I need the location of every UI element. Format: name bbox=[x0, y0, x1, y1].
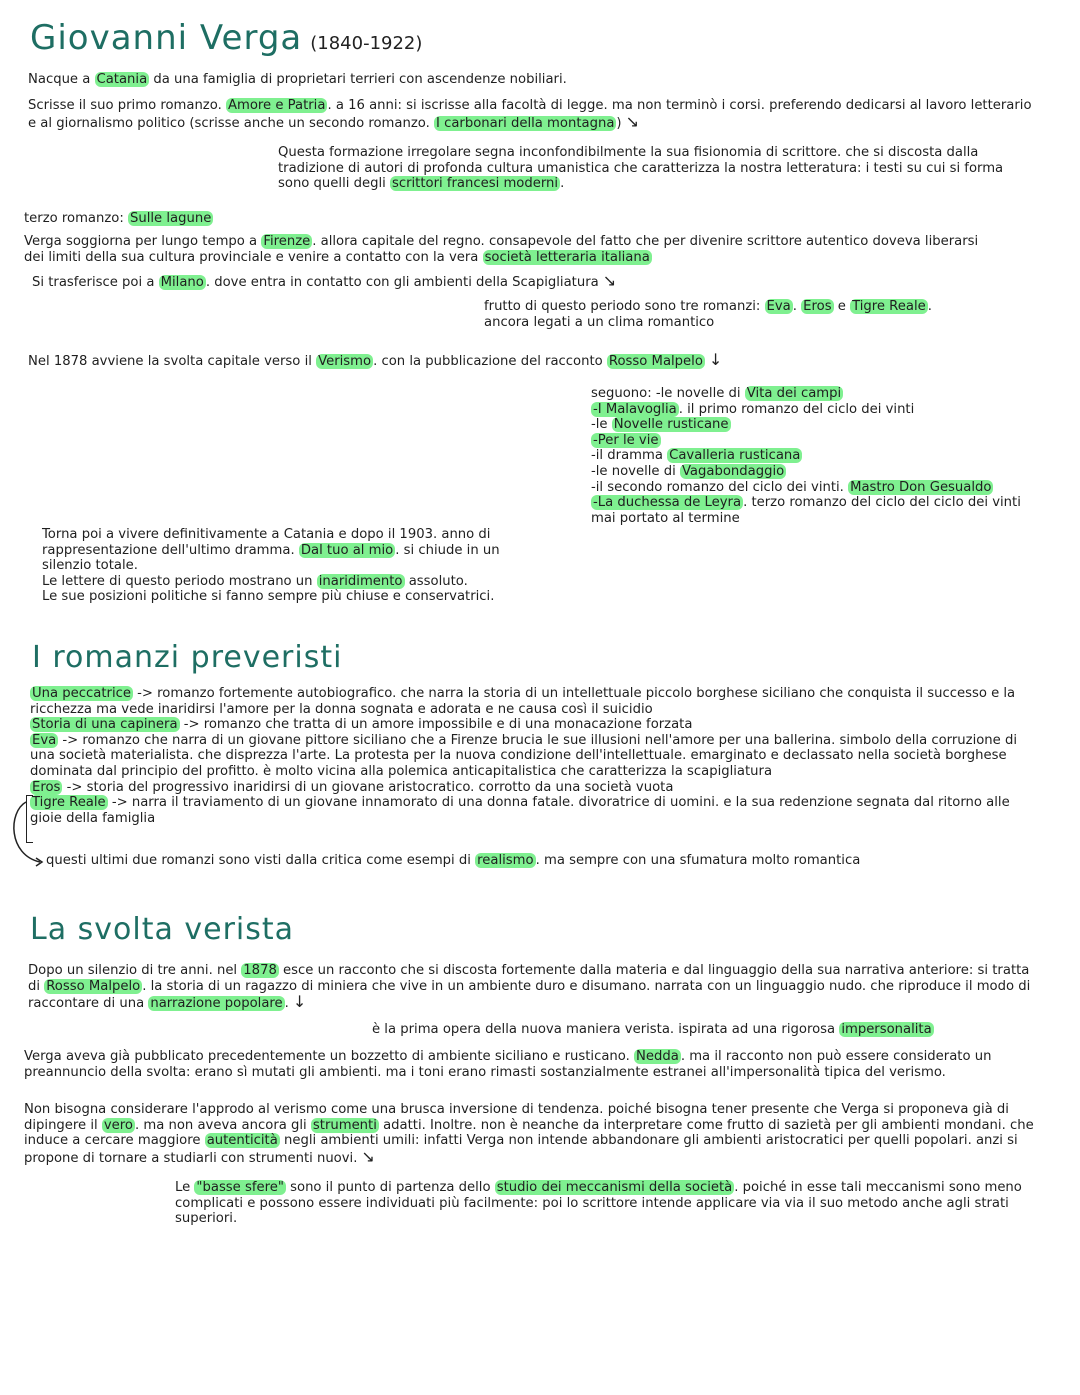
text: . il primo romanzo del ciclo dei vinti bbox=[678, 401, 915, 417]
arrow-icon: ↓ bbox=[708, 350, 723, 369]
text: . a 16 anni: si iscrisse alla facoltà di legge. ma non terminò i corsi. preferendo dedicarsi al lavoro letterario e al giornalismo politico (scrisse anche un secondo romanzo. bbox=[28, 98, 1032, 131]
novel-title: Una peccatrice bbox=[32, 686, 131, 701]
text: . si chiude in un silenzio totale. bbox=[42, 542, 500, 574]
works-list-item bbox=[591, 417, 1046, 433]
highlight: strumenti bbox=[312, 1117, 377, 1133]
text: negli ambienti umili: infatti Verga non intende abbandonare gli ambienti aristocratici per quelli popolari. anzi si propone di tornare a studiarli con strumenti nuovi. bbox=[24, 1133, 1018, 1166]
novel-item bbox=[30, 795, 1030, 826]
highlight: -I Malavoglia bbox=[593, 401, 677, 417]
curve-arrow-icon bbox=[6, 800, 46, 870]
title-svolta-verista: La svolta verista bbox=[30, 912, 295, 947]
text: Le lettere di questo periodo mostrano un bbox=[42, 573, 317, 589]
works-list-item bbox=[591, 480, 1046, 496]
text: -il dramma bbox=[591, 448, 668, 464]
novel-description: -> romanzo che narra di un giovane pittore siciliano che a Firenze brucia le sue illusioni nell'amore per una ballerina. simbolo della corruzione di una società materialista. che disprezza l'arte. La protesta per la nuova condizione dell'intellettuale. emarginato e declassato nella società borghese dominata dal principio del profitto. è molto vicina alla polemica anticapitalistica che caratterizza la scapigliatura bbox=[30, 732, 1017, 779]
text: Questa formazione irregolare segna inconfondibilmente la sua fisionomia di scrittore. che si discosta dalla tradizione di autori di profonda cultura umanistica che caratterizza la nostra letteratura: i testi su cui si forma sono quelli degli bbox=[278, 145, 1004, 192]
novel-title: Tigre Reale bbox=[32, 795, 106, 811]
text: e bbox=[833, 299, 851, 314]
paragraph-approdo-verismo bbox=[24, 1102, 1064, 1166]
text: questi ultimi due romanzi sono visti dalla critica come esempi di bbox=[46, 853, 476, 868]
works-list-item bbox=[591, 433, 1046, 449]
text: sono il punto di partenza dello bbox=[285, 1180, 495, 1195]
highlight: Verismo bbox=[318, 354, 372, 369]
highlight: Mastro Don Gesualdo bbox=[850, 479, 992, 495]
paragraph-milano bbox=[32, 273, 732, 291]
text: frutto di questo periodo sono tre romanzi: bbox=[484, 299, 765, 314]
paragraph-first-novel bbox=[28, 98, 1038, 131]
novel-description: -> romanzo che tratta di un amore impossibile e di una monacazione forzata bbox=[179, 717, 693, 733]
highlight: Nedda bbox=[636, 1049, 679, 1064]
highlight: Vita dei campi bbox=[746, 386, 842, 401]
title-text: Giovanni Verga bbox=[30, 18, 303, 58]
arrow-icon: ↓ bbox=[292, 992, 307, 1012]
text: Le sue posizioni politiche si fanno sempre più chiuse e conservatrici. bbox=[42, 589, 495, 605]
works-list-item bbox=[591, 448, 1046, 464]
text: esce un racconto che si discosta fortemente dalla materia e dal linguaggio della sua narrativa anteriore: si tratta di bbox=[28, 963, 1030, 994]
text: . con la pubblicazione del racconto bbox=[373, 354, 607, 369]
highlight: vero bbox=[103, 1117, 133, 1133]
novel-description: -> narra il traviamento di un giovane innamorato di una donna fatale. divoratrice di uomini. e la sua redenzione segnata dal ritorno alle gioie della famiglia bbox=[30, 795, 1010, 826]
highlight: 1878 bbox=[243, 963, 277, 978]
paragraph-three-novels: frutto di questo periodo sono tre romanzi: Eva . Eros e Tigre Reale . ancora legati a un clima romantico bbox=[484, 299, 932, 330]
text: . poiché in esse tali meccanismi sono meno complicati e possono essere individuati più facilmente: poi lo scrittore intende applicare via via il suo metodo anche agli strati superiori. bbox=[175, 1180, 1022, 1227]
text: assoluto. bbox=[404, 573, 468, 589]
text: Torna poi a vivere definitivamente a Catania e dopo il 1903. anno di rappresentazione dell'ultimo dramma. bbox=[42, 527, 491, 558]
highlight: scrittori francesi moderni bbox=[391, 176, 559, 192]
text: Le bbox=[175, 1180, 195, 1195]
paragraph-basse-sfere bbox=[175, 1180, 1035, 1227]
novel-description: -> storia del progressivo inaridirsi di un giovane aristocratico. corrotto da una società vuota bbox=[62, 779, 674, 795]
text: Nacque a bbox=[28, 72, 95, 87]
text: . ma sempre con una sfumatura molto romantica bbox=[535, 853, 861, 868]
text: adatti. Inoltre. non è neanche da interpretare come frutto di sazietà per gli ambienti mondani. che induce a cercare maggiore bbox=[24, 1117, 1034, 1149]
title-romanzi-preveristi: I romanzi preveristi bbox=[32, 640, 343, 675]
paragraph-formation bbox=[278, 145, 1030, 192]
text: -le bbox=[591, 417, 612, 433]
highlight: studio dei meccanismi della società bbox=[496, 1180, 733, 1195]
novels-list bbox=[30, 686, 1030, 826]
text: -le novelle di bbox=[591, 463, 680, 479]
highlight: società letteraria italiana bbox=[484, 249, 650, 265]
highlight: autenticità bbox=[206, 1133, 278, 1149]
text: ancora legati a un clima romantico bbox=[484, 314, 715, 330]
highlight: Eros bbox=[803, 299, 832, 314]
highlight: -Per le vie bbox=[593, 432, 659, 448]
works-list-item bbox=[591, 386, 1046, 402]
works-list-item bbox=[591, 402, 1046, 418]
paragraph-third-novel bbox=[24, 211, 424, 227]
novel-title: Storia di una capinera bbox=[32, 717, 178, 733]
text: da una famiglia di proprietari terrieri con ascendenze nobiliari. bbox=[149, 72, 567, 87]
paragraph-firenze bbox=[24, 234, 984, 265]
paragraph-realismo bbox=[46, 853, 1046, 869]
text: . dove entra in contatto con gli ambienti della Scapigliatura bbox=[205, 275, 599, 290]
highlight: impersonalita bbox=[841, 1022, 932, 1037]
arrow-icon: ↘ bbox=[625, 111, 639, 131]
text: Dopo un silenzio di tre anni. nel bbox=[28, 963, 242, 978]
text: seguono: -le novelle di bbox=[591, 386, 745, 401]
text: . terzo romanzo del ciclo del ciclo dei vinti mai portato al termine bbox=[591, 495, 1021, 526]
highlight: Novelle rusticane bbox=[613, 417, 729, 433]
paragraph-nedda bbox=[24, 1049, 1014, 1080]
text: . allora capitale del regno. consapevole del fatto che per divenire scrittore autentico doveva liberarsi dei limiti della sua cultura provinciale e venire a contatto con la vera bbox=[24, 234, 979, 265]
arrow-icon: ↘ bbox=[361, 1146, 375, 1166]
title-giovanni-verga bbox=[30, 18, 422, 58]
text: . ma il racconto non può essere considerato un preannuncio della svolta: erano sì mutati gli ambienti. ma i toni erano rimasti sostanzialmente estranei all'impersonalità tipica del verismo. bbox=[24, 1049, 992, 1080]
highlight: realismo bbox=[477, 853, 534, 868]
works-list bbox=[591, 386, 1046, 526]
arrow-icon: ↘ bbox=[602, 271, 617, 290]
paragraph-silence bbox=[42, 527, 547, 605]
text: . bbox=[284, 996, 289, 1012]
highlight: inaridimento bbox=[318, 573, 403, 589]
novel-item bbox=[30, 717, 1030, 733]
highlight: I carbonari della montagna bbox=[435, 115, 615, 131]
text: Verga aveva già pubblicato precedentemente un bozzetto di ambiente siciliano e rusticano. bbox=[24, 1049, 635, 1064]
highlight: Rosso Malpelo bbox=[46, 978, 141, 994]
text: è la prima opera della nuova maniera verista. ispirata ad una rigorosa bbox=[372, 1022, 840, 1037]
highlight: Milano bbox=[160, 275, 204, 290]
highlight: Cavalleria rusticana bbox=[669, 448, 801, 464]
highlight: Catania bbox=[96, 72, 148, 87]
highlight: Rosso Malpelo bbox=[608, 354, 703, 369]
text: Verga soggiorna per lungo tempo a bbox=[24, 234, 262, 249]
novel-description: -> romanzo fortemente autobiografico. che narra la storia di un intellettuale piccolo borghese siciliano che conquista il successo e la ricchezza ma vede inaridirsi l'amore per la donna sognata e adorata e ne causa così il suicidio bbox=[30, 686, 1016, 717]
novel-item bbox=[30, 686, 1030, 717]
paragraph-birth bbox=[28, 72, 1048, 88]
highlight: narrazione popolare bbox=[150, 996, 283, 1012]
highlight: "basse sfere" bbox=[196, 1180, 284, 1195]
highlight: Eva bbox=[766, 299, 791, 314]
paragraph-impersonalita bbox=[372, 1022, 1052, 1038]
text: . bbox=[560, 176, 565, 192]
novel-title: Eros bbox=[32, 779, 61, 795]
text: -il secondo romanzo del ciclo dei vinti. bbox=[591, 479, 849, 495]
highlight: -La duchessa de Leyra bbox=[593, 495, 742, 511]
text: Non bisogna considerare l'approdo al verismo come una brusca inversione di tendenza. poiché bisogna tener presente che Verga si proponeva già di dipingere il bbox=[24, 1102, 1009, 1133]
highlight: Amore e Patria bbox=[227, 98, 326, 113]
text: Nel 1878 avviene la svolta capitale verso il bbox=[28, 354, 317, 369]
text: terzo romanzo: bbox=[24, 211, 128, 226]
paragraph-rosso-malpelo bbox=[28, 963, 1038, 1012]
text: . la storia di un ragazzo di miniera che vive in un ambiente duro e disumano. narrata con un linguaggio nudo. che riproduce il modo di raccontare di una bbox=[28, 978, 1031, 1012]
highlight: Dal tuo al mio bbox=[300, 542, 394, 558]
text: Scrisse il suo primo romanzo. bbox=[28, 98, 226, 113]
works-list-item bbox=[591, 495, 1046, 526]
novel-title: Eva bbox=[32, 732, 57, 748]
highlight: Firenze bbox=[263, 234, 311, 249]
text: ) bbox=[616, 115, 622, 131]
years: (1840-1922) bbox=[310, 33, 423, 54]
highlight: Tigre Reale bbox=[852, 299, 926, 314]
novel-item bbox=[30, 780, 1030, 796]
works-list-item bbox=[591, 464, 1046, 480]
text: . ma non aveva ancora gli bbox=[135, 1117, 311, 1133]
paragraph-svolta-1878 bbox=[28, 352, 828, 370]
highlight: Sulle lagune bbox=[130, 211, 212, 226]
novel-item bbox=[30, 733, 1030, 780]
highlight: Vagabondaggio bbox=[681, 463, 785, 479]
text: Si trasferisce poi a bbox=[32, 275, 159, 290]
